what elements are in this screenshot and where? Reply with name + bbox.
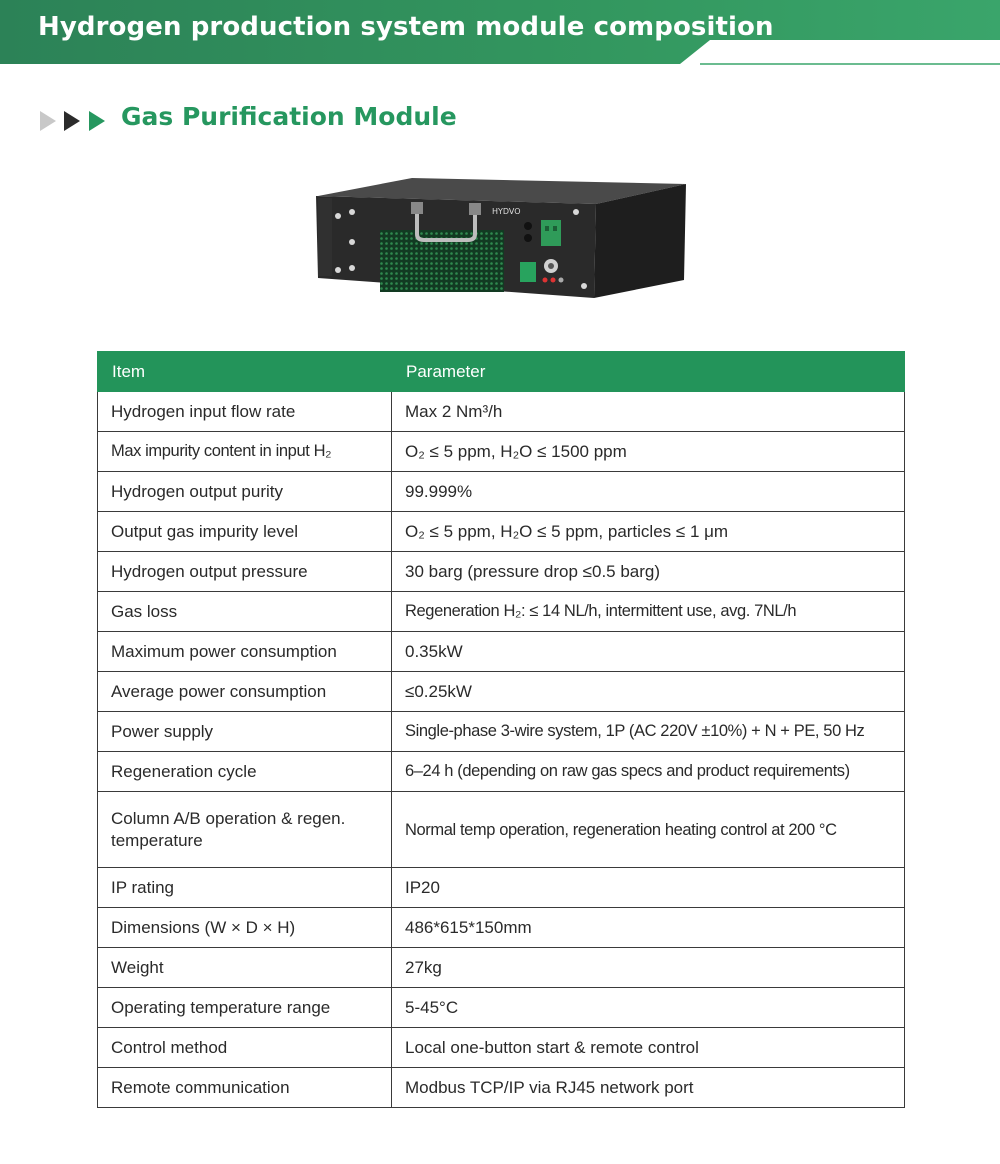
table-row — [98, 592, 905, 632]
table-row — [98, 392, 905, 432]
arrow-right-icon — [40, 111, 110, 131]
param-cell: Regeneration H₂: ≤ 14 NL/h, intermittent use, avg. 7NL/h — [392, 592, 905, 632]
table-row — [98, 948, 905, 988]
table-row — [98, 712, 905, 752]
table-row — [98, 552, 905, 592]
param-cell: 30 barg (pressure drop ≤0.5 barg) — [392, 552, 905, 592]
table-row — [98, 512, 905, 552]
page-title: Hydrogen production system module composition — [38, 12, 774, 42]
item-cell: Hydrogen output pressure — [98, 552, 392, 592]
param-cell: 6–24 h (depending on raw gas specs and product requirements) — [392, 752, 905, 792]
item-cell: Remote communication — [98, 1068, 392, 1108]
param-cell: 0.35kW — [392, 632, 905, 672]
table-row — [98, 472, 905, 512]
param-cell: 486*615*150mm — [392, 908, 905, 948]
param-cell: O₂ ≤ 5 ppm, H₂O ≤ 5 ppm, particles ≤ 1 μm — [392, 512, 905, 552]
item-cell: Average power consumption — [98, 672, 392, 712]
item-cell: Maximum power consumption — [98, 632, 392, 672]
section-title: Gas Purification Module — [121, 102, 457, 131]
param-cell: Max 2 Nm³/h — [392, 392, 905, 432]
param-cell: 27kg — [392, 948, 905, 988]
param-cell: ≤0.25kW — [392, 672, 905, 712]
product-image — [314, 176, 689, 307]
item-cell: Max impurity content in input H₂ — [98, 432, 392, 472]
table-row — [98, 752, 905, 792]
item-cell: Hydrogen output purity — [98, 472, 392, 512]
item-cell: Regeneration cycle — [98, 752, 392, 792]
item-cell: Output gas impurity level — [98, 512, 392, 552]
param-cell: 5-45°C — [392, 988, 905, 1028]
table-row — [98, 908, 905, 948]
table-row — [98, 1028, 905, 1068]
item-cell: Operating temperature range — [98, 988, 392, 1028]
item-cell: Power supply — [98, 712, 392, 752]
param-cell: IP20 — [392, 868, 905, 908]
svg-text:HYDVO: HYDVO — [492, 207, 521, 216]
param-cell: Normal temp operation, regeneration heating control at 200 °C — [392, 792, 905, 868]
item-cell: Weight — [98, 948, 392, 988]
header-item: Item — [98, 352, 392, 392]
param-cell: 99.999% — [392, 472, 905, 512]
table-row — [98, 868, 905, 908]
param-cell: Modbus TCP/IP via RJ45 network port — [392, 1068, 905, 1108]
item-cell: Hydrogen input flow rate — [98, 392, 392, 432]
item-cell: IP rating — [98, 868, 392, 908]
table-header-row — [98, 352, 905, 392]
table-row — [98, 632, 905, 672]
item-cell: Control method — [98, 1028, 392, 1068]
item-cell: Column A/B operation & regen. temperature — [98, 792, 392, 868]
spec-table — [97, 351, 905, 1108]
table-row — [98, 988, 905, 1028]
table-row — [98, 432, 905, 472]
table-row — [98, 792, 905, 868]
param-cell: O₂ ≤ 5 ppm, H₂O ≤ 1500 ppm — [392, 432, 905, 472]
header-banner — [0, 0, 1000, 66]
header-parameter: Parameter — [392, 352, 905, 392]
table-row — [98, 672, 905, 712]
item-cell: Dimensions (W × D × H) — [98, 908, 392, 948]
table-row — [98, 1068, 905, 1108]
param-cell: Single-phase 3-wire system, 1P (AC 220V ±10%) + N + PE, 50 Hz — [392, 712, 905, 752]
item-cell: Gas loss — [98, 592, 392, 632]
param-cell: Local one-button start & remote control — [392, 1028, 905, 1068]
